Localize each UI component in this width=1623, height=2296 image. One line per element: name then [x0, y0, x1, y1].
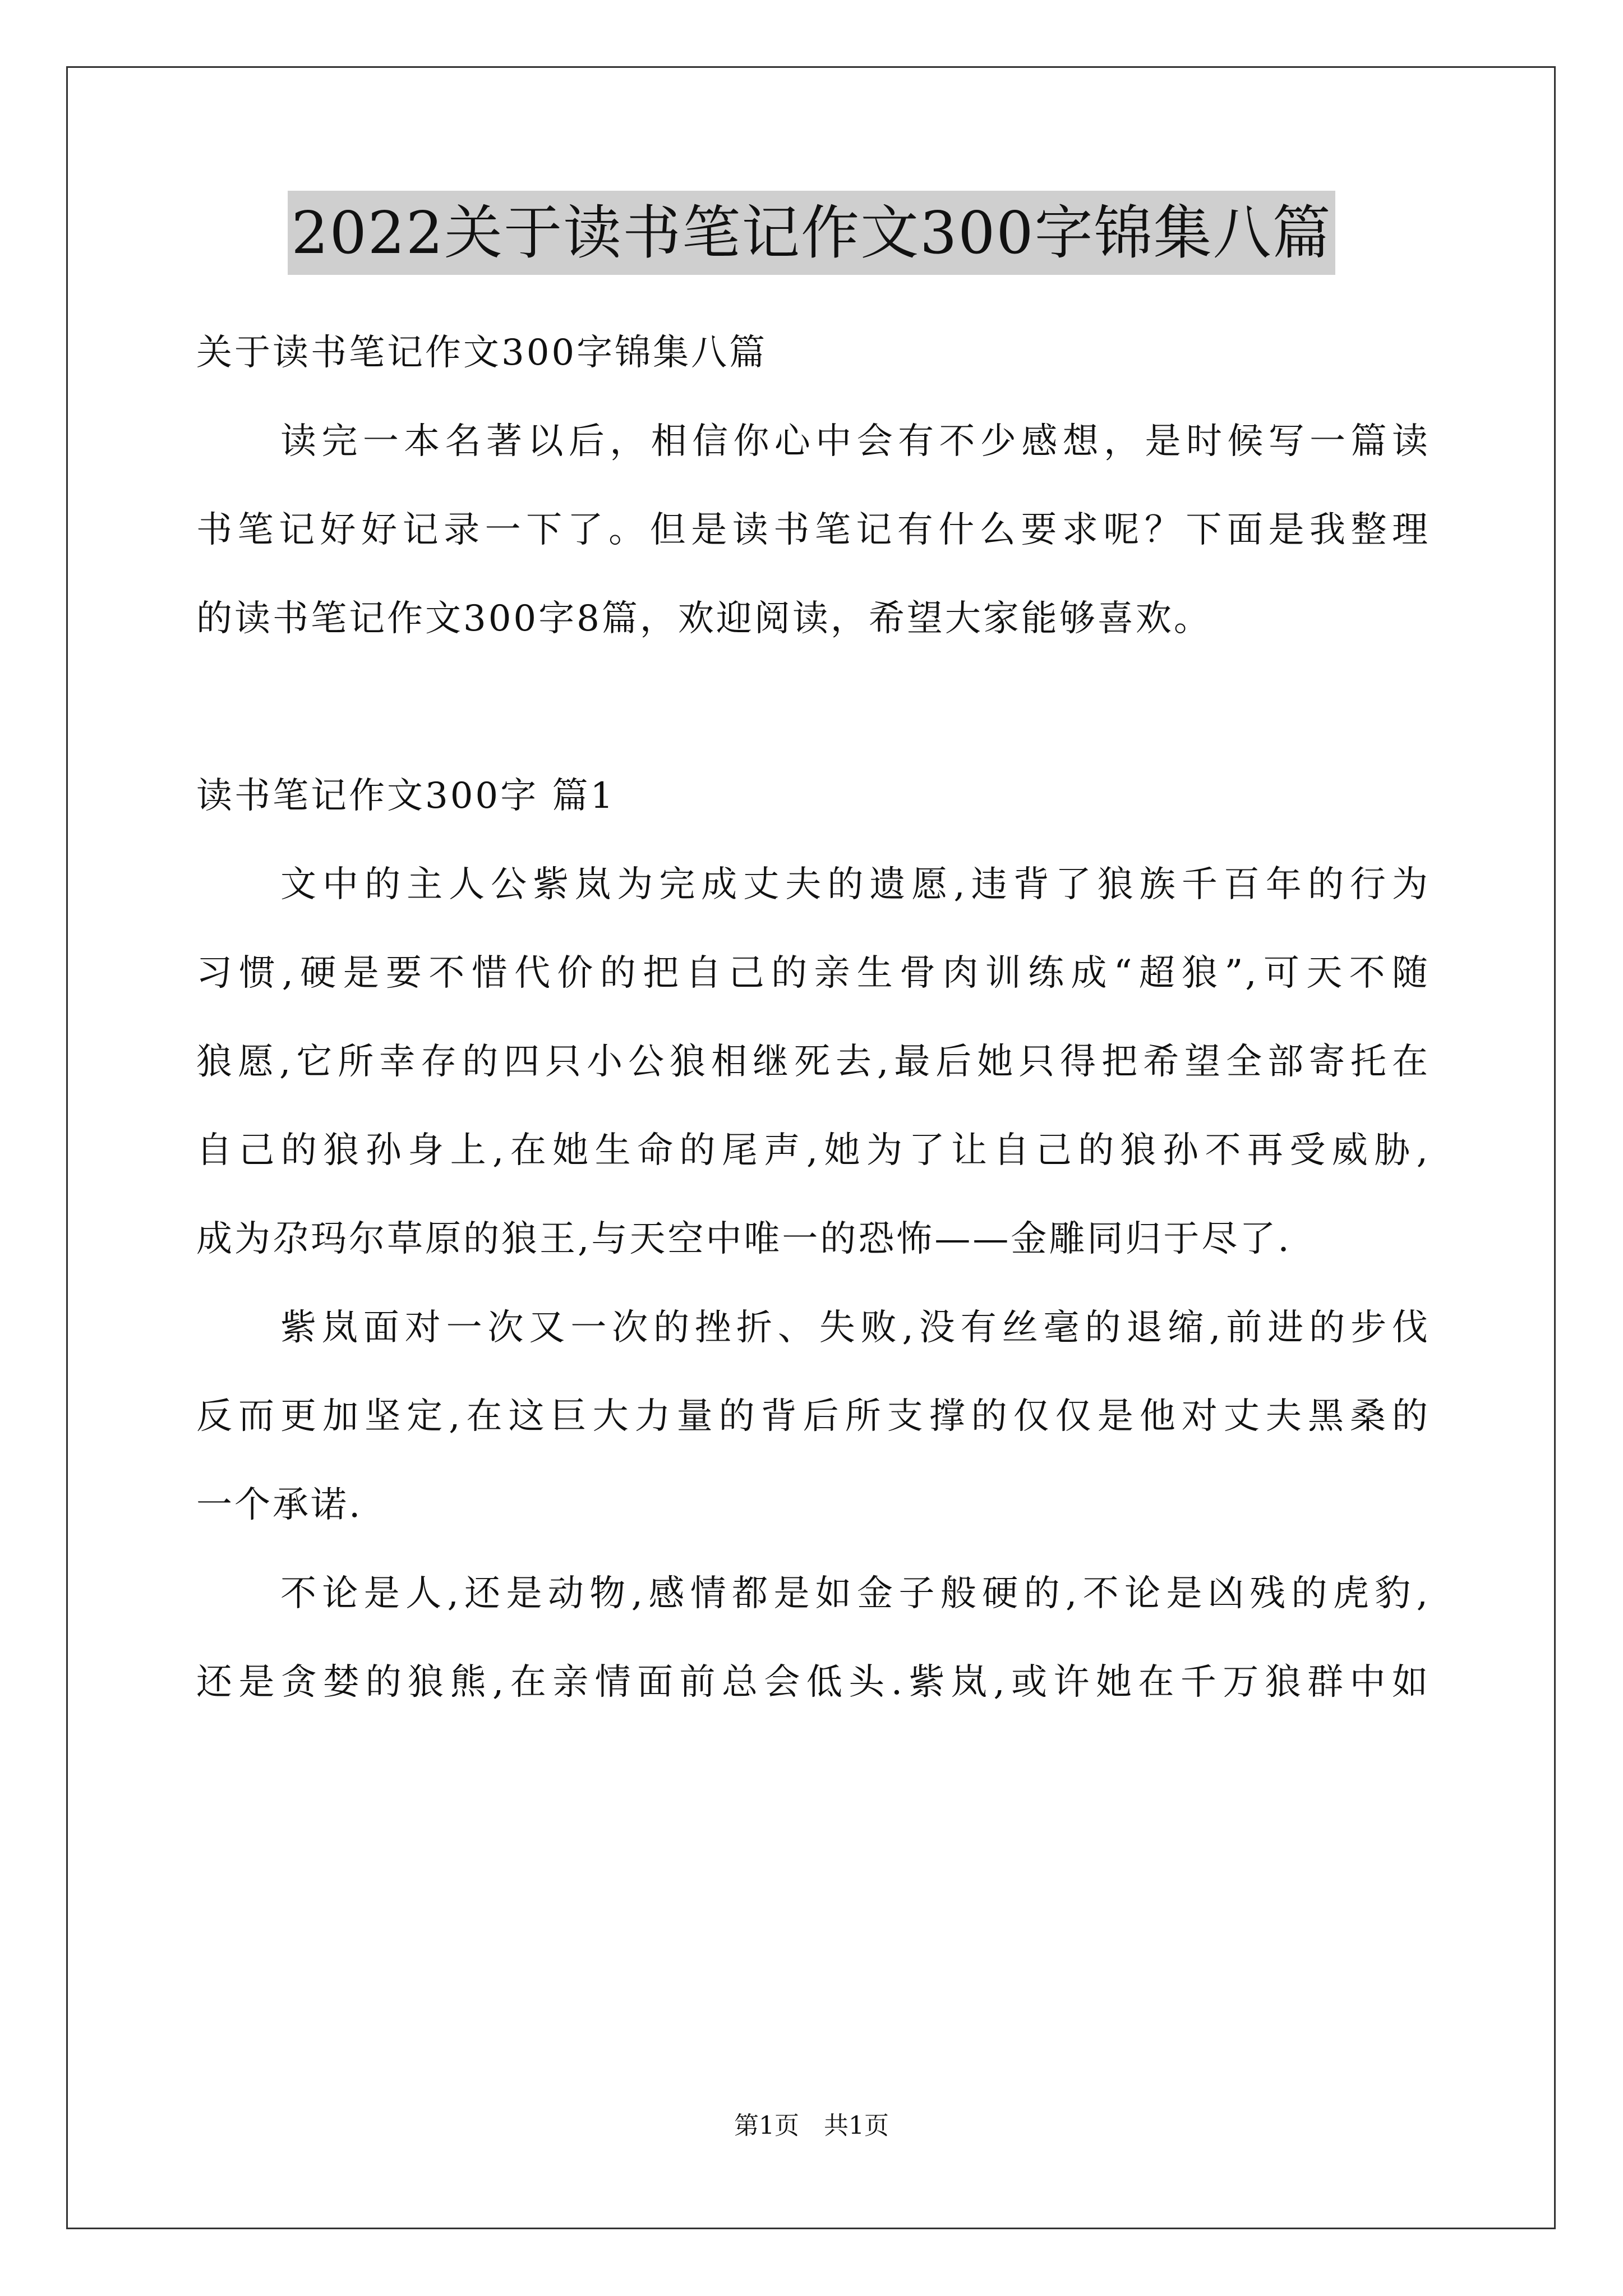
paragraph2-line-3: 一个承诺. [196, 1484, 363, 1526]
paragraph2-line-1: 紫岚面对一次又一次的挫折、失败,没有丝毫的退缩,前进的步伐 [280, 1307, 1430, 1349]
document-title: 2022关于读书笔记作文300字锦集八篇 [288, 191, 1335, 275]
paragraph2-line-2: 反而更加坚定,在这巨大力量的背后所支撑的仅仅是他对丈夫黑桑的 [196, 1396, 1430, 1437]
section-heading: 读书笔记作文300字 篇1 [196, 775, 616, 817]
title-container [0, 191, 1623, 275]
paragraph3-line-1: 不论是人,还是动物,感情都是如金子般硬的,不论是凶残的虎豹, [280, 1573, 1430, 1614]
paragraph1-line-5: 成为尕玛尔草原的狼王,与天空中唯一的恐怖——金雕同归于尽了. [196, 1218, 1292, 1260]
paragraph1-line-2: 习惯,硬是要不惜代价的把自己的亲生骨肉训练成“超狼”,可天不随 [196, 953, 1430, 994]
intro-line-2: 书笔记好好记录一下了。但是读书笔记有什么要求呢？下面是我整理 [196, 509, 1430, 551]
intro-line-3: 的读书笔记作文300字8篇，欢迎阅读，希望大家能够喜欢。 [196, 598, 1212, 639]
paragraph1-line-4: 自己的狼孙身上,在她生命的尾声,她为了让自己的狼孙不再受威胁, [196, 1130, 1430, 1171]
subtitle: 关于读书笔记作文300字锦集八篇 [196, 332, 768, 374]
spacer [196, 663, 1430, 752]
paragraph1-line-1: 文中的主人公紫岚为完成丈夫的遗愿,违背了狼族千百年的行为 [280, 864, 1430, 905]
paragraph1-line-3: 狼愿,它所幸存的四只小公狼相继死去,最后她只得把希望全部寄托在 [196, 1041, 1430, 1083]
intro-line-1: 读完一本名著以后，相信你心中会有不少感想，是时候写一篇读 [280, 421, 1430, 462]
document-body [196, 309, 1430, 1727]
page-footer: 第1页 共1页 [734, 2111, 889, 2140]
paragraph3-line-2: 还是贪婪的狼熊,在亲情面前总会低头.紫岚,或许她在千万狼群中如 [196, 1662, 1430, 1703]
